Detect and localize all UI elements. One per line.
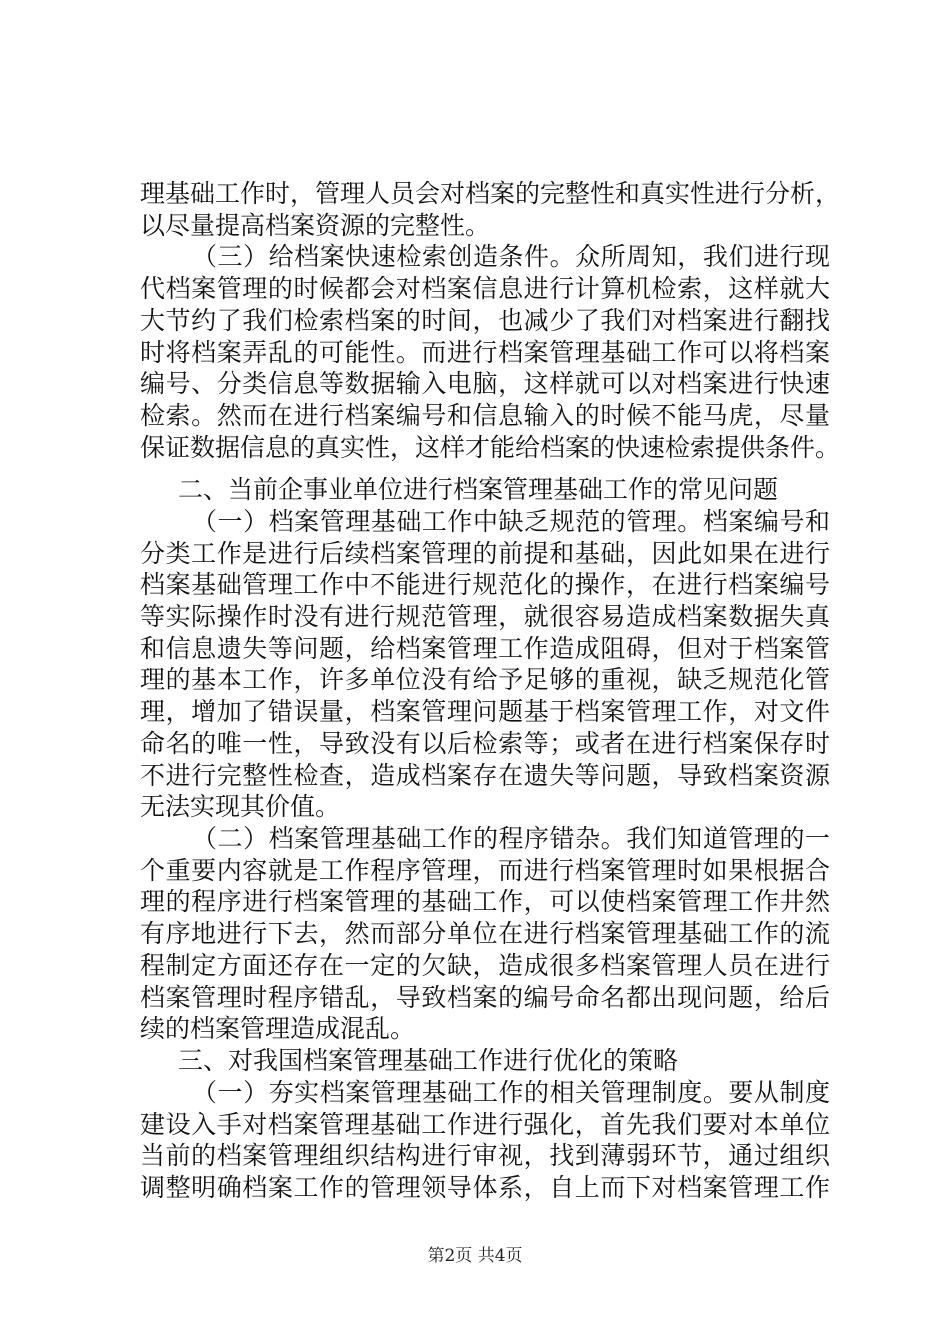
text-line: 分类工作是进行后续档案管理的前提和基础，因此如果在进行 xyxy=(140,539,830,568)
text-line: （一）夯实档案管理基础工作的相关管理制度。要从制度 xyxy=(192,1078,830,1107)
text-line: 保证数据信息的真实性，这样才能给档案的快速检索提供条件。 xyxy=(140,433,841,462)
text-line: （一）档案管理基础工作中缺乏规范的管理。档案编号和 xyxy=(192,507,830,536)
page-footer: 第2页 共4页 xyxy=(427,1246,523,1266)
section-heading: 三、对我国档案管理基础工作进行优化的策略 xyxy=(178,1046,679,1075)
text-line: 大节约了我们检索档案的时间，也减少了我们对档案进行翻找 xyxy=(140,306,830,335)
text-line: 续的档案管理造成混乱。 xyxy=(140,1014,416,1043)
text-line: 检索。然而在进行档案编号和信息输入的时候不能马虎，尽量 xyxy=(140,401,830,430)
text-line: 建设入手对档案管理基础工作进行强化，首先我们要对本单位 xyxy=(140,1110,830,1139)
text-line: 不进行完整性检查，造成档案存在遗失等问题，导致档案资源 xyxy=(140,761,830,790)
text-line: 档案管理时程序错乱，导致档案的编号命名都出现问题，给后 xyxy=(140,983,830,1012)
text-line: 理，增加了错误量，档案管理问题基于档案管理工作，对文件 xyxy=(140,697,830,726)
text-line: 理的程序进行档案管理的基础工作，可以使档案管理工作井然 xyxy=(140,887,830,916)
text-line: 个重要内容就是工作程序管理，而进行档案管理时如果根据合 xyxy=(140,856,830,885)
text-line: 档案基础管理工作中不能进行规范化的操作，在进行档案编号 xyxy=(140,570,830,599)
text-line: 当前的档案管理组织结构进行审视，找到薄弱环节，通过组织 xyxy=(140,1141,830,1170)
text-line: 程制定方面还存在一定的欠缺，造成很多档案管理人员在进行 xyxy=(140,951,830,980)
text-line: 理的基本工作，许多单位没有给予足够的重视，缺乏规范化管 xyxy=(140,665,830,694)
text-line: 命名的唯一性，导致没有以后检索等；或者在进行档案保存时 xyxy=(140,729,830,758)
text-line: 时将档案弄乱的可能性。而进行档案管理基础工作可以将档案 xyxy=(140,338,830,367)
text-line: 有序地进行下去，然而部分单位在进行档案管理基础工作的流 xyxy=(140,919,830,948)
section-heading: 二、当前企事业单位进行档案管理基础工作的常见问题 xyxy=(178,475,779,504)
text-line: 无法实现其价值。 xyxy=(140,792,341,821)
text-line: 等实际操作时没有进行规范管理，就很容易造成档案数据失真 xyxy=(140,602,830,631)
text-line: 编号、分类信息等数据输入电脑，这样就可以对档案进行快速 xyxy=(140,369,830,398)
text-line: 以尽量提高档案资源的完整性。 xyxy=(140,211,491,240)
text-line: 调整明确档案工作的管理领导体系，自上而下对档案管理工作 xyxy=(140,1173,830,1202)
text-line: 代档案管理的时候都会对档案信息进行计算机检索，这样就大 xyxy=(140,274,830,303)
text-line: 和信息遗失等问题，给档案管理工作造成阻碍，但对于档案管 xyxy=(140,634,830,663)
text-line: 理基础工作时，管理人员会对档案的完整性和真实性进行分析， xyxy=(140,179,841,208)
text-line: （二）档案管理基础工作的程序错杂。我们知道管理的一 xyxy=(192,824,830,853)
text-line: （三）给档案快速检索创造条件。众所周知，我们进行现 xyxy=(192,242,830,271)
